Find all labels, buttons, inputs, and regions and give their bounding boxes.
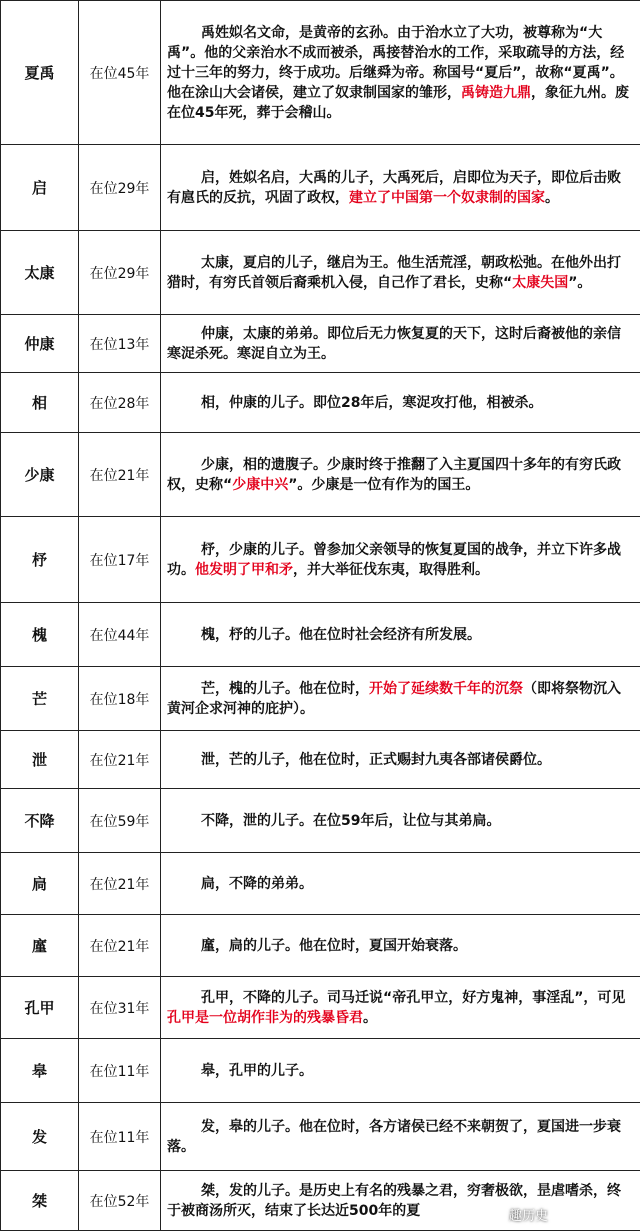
description-text: 杼，少康的儿子。曾参加父亲领导的恢复夏国的战争，并立下许多战功。 <box>167 542 621 578</box>
reign-length: 在位52年 <box>79 1171 161 1231</box>
table-body <box>1 1 640 1231</box>
table-row <box>1 915 640 977</box>
king-name: 皋 <box>1 1039 79 1103</box>
king-description <box>161 915 640 977</box>
table-row <box>1 667 640 731</box>
table-row <box>1 433 640 517</box>
king-name: 孔甲 <box>1 977 79 1039</box>
king-description <box>161 667 640 731</box>
reign-length: 在位31年 <box>79 977 161 1039</box>
highlighted-text: 太康失国 <box>512 275 568 291</box>
description-text: 芒，槐的儿子。他在位时， <box>201 681 369 697</box>
table-row <box>1 1 640 145</box>
king-description <box>161 315 640 373</box>
king-description <box>161 977 640 1039</box>
table-row <box>1 145 640 231</box>
description-text: （即将祭物沉入黄河企求河神的庇护）。 <box>167 681 621 717</box>
highlighted-text: 孔甲是一位胡作非为的残暴昏君 <box>167 1010 363 1026</box>
king-name: 发 <box>1 1103 79 1171</box>
king-description <box>161 1039 640 1103</box>
highlighted-text: 他发明了甲和矛 <box>195 562 293 578</box>
description-text: 。 <box>363 1010 377 1026</box>
reign-length: 在位29年 <box>79 145 161 231</box>
table-row <box>1 373 640 433</box>
description-text: ”。少康是一位有作为的国王。 <box>288 477 479 493</box>
table-row <box>1 853 640 915</box>
table-row <box>1 977 640 1039</box>
description-text: ”。 <box>568 275 591 291</box>
description-text: 仲康，太康的弟弟。即位后无力恢复夏的天下，这时后裔被他的亲信寒浞杀死。寒浞自立为王。 <box>167 326 621 362</box>
description-text: 孔甲，不降的儿子。司马迁说“帝孔甲立，好方鬼神，事淫乱”，可见 <box>201 990 625 1006</box>
description-text: 槐，杼的儿子。他在位时社会经济有所发展。 <box>201 627 481 643</box>
reign-length: 在位28年 <box>79 373 161 433</box>
king-description <box>161 231 640 315</box>
reign-length: 在位21年 <box>79 915 161 977</box>
description-text: 启，姓姒名启，大禹的儿子，大禹死后，启即位为天子，即位后击败有扈氏的反抗，巩固了政权， <box>167 170 621 206</box>
king-description <box>161 517 640 603</box>
description-text: 禹姓姒名文命，是黄帝的玄孙。由于治水立了大功，被尊称为“大禹”。他的父亲治水不成而被杀，禹接替治水的工作，采取疏导的方法，经过十三年的努力，终于成功。后继舜为帝。称国号“夏后”，故称“夏禹”。他在涂山大会诸侯，建立了奴隶制国家的雏形， <box>167 25 624 101</box>
description-text: 泄，芒的儿子，他在位时，正式赐封九夷各部诸侯爵位。 <box>201 752 551 768</box>
table-row <box>1 517 640 603</box>
king-name: 启 <box>1 145 79 231</box>
king-name: 芒 <box>1 667 79 731</box>
description-text: ，象征九州。废在位45年死，葬于会稽山。 <box>167 85 629 121</box>
highlighted-text: 禹铸造九鼎 <box>461 85 531 101</box>
king-name: 廑 <box>1 915 79 977</box>
reign-length: 在位45年 <box>79 1 161 145</box>
king-description <box>161 1171 640 1231</box>
king-name: 泄 <box>1 731 79 789</box>
description-text: ，并大举征伐东夷，取得胜利。 <box>293 562 489 578</box>
table-row <box>1 231 640 315</box>
table-row <box>1 731 640 789</box>
table-row <box>1 603 640 667</box>
king-description <box>161 853 640 915</box>
description-text: 桀，发的儿子。是历史上有名的残暴之君，穷奢极欲，昰虐嗜杀，终于被商汤所灭，结束了长达近500年的夏 <box>167 1183 621 1219</box>
king-description <box>161 373 640 433</box>
reign-length: 在位11年 <box>79 1103 161 1171</box>
description-text: 太康，夏启的儿子，继启为王。他生活荒淫，朝政松弛。在他外出打猎时，有穷氏首领后裔乘机入侵，自己作了君长，史称“ <box>167 255 621 291</box>
king-name: 桀 <box>1 1171 79 1231</box>
reign-length: 在位21年 <box>79 731 161 789</box>
highlighted-text: 建立了中国第一个奴隶制的国家 <box>349 190 545 206</box>
king-name: 杼 <box>1 517 79 603</box>
highlighted-text: 少康中兴 <box>232 477 288 493</box>
king-description <box>161 731 640 789</box>
king-description <box>161 789 640 853</box>
reign-length: 在位59年 <box>79 789 161 853</box>
description-text: 少康，相的遗腹子。少康时终于推翻了入主夏国四十多年的有穷氏政权，史称“ <box>167 457 621 493</box>
table-row <box>1 789 640 853</box>
reign-length: 在位13年 <box>79 315 161 373</box>
reign-length: 在位11年 <box>79 1039 161 1103</box>
king-description <box>161 145 640 231</box>
description-text: 发，皋的儿子。他在位时，各方诸侯已经不来朝贺了，夏国进一步衰落。 <box>167 1119 621 1155</box>
watermark: 趣历史 <box>509 1205 548 1224</box>
king-description <box>161 1 640 145</box>
reign-length: 在位21年 <box>79 853 161 915</box>
description-text: 廑，扃的儿子。他在位时，夏国开始衰落。 <box>201 938 467 954</box>
king-name: 扃 <box>1 853 79 915</box>
description-text: 皋，孔甲的儿子。 <box>201 1063 313 1079</box>
king-description <box>161 1103 640 1171</box>
table-row <box>1 1103 640 1171</box>
description-text: 不降，泄的儿子。在位59年后，让位与其弟扃。 <box>201 813 500 829</box>
table-row <box>1 315 640 373</box>
highlighted-text: 开始了延续数千年的沉祭 <box>369 681 523 697</box>
description-text: 相，仲康的儿子。即位28年后，寒浞攻打他，相被杀。 <box>201 395 542 411</box>
king-name: 太康 <box>1 231 79 315</box>
king-name: 少康 <box>1 433 79 517</box>
king-name: 夏禹 <box>1 1 79 145</box>
king-name: 仲康 <box>1 315 79 373</box>
reign-length: 在位44年 <box>79 603 161 667</box>
king-description <box>161 433 640 517</box>
king-name: 不降 <box>1 789 79 853</box>
description-text: 扃，不降的弟弟。 <box>201 876 313 892</box>
king-description <box>161 603 640 667</box>
table-row <box>1 1039 640 1103</box>
king-name: 相 <box>1 373 79 433</box>
description-text: 。 <box>545 190 559 206</box>
reign-length: 在位29年 <box>79 231 161 315</box>
reign-length: 在位18年 <box>79 667 161 731</box>
reign-length: 在位21年 <box>79 433 161 517</box>
king-name: 槐 <box>1 603 79 667</box>
reign-length: 在位17年 <box>79 517 161 603</box>
